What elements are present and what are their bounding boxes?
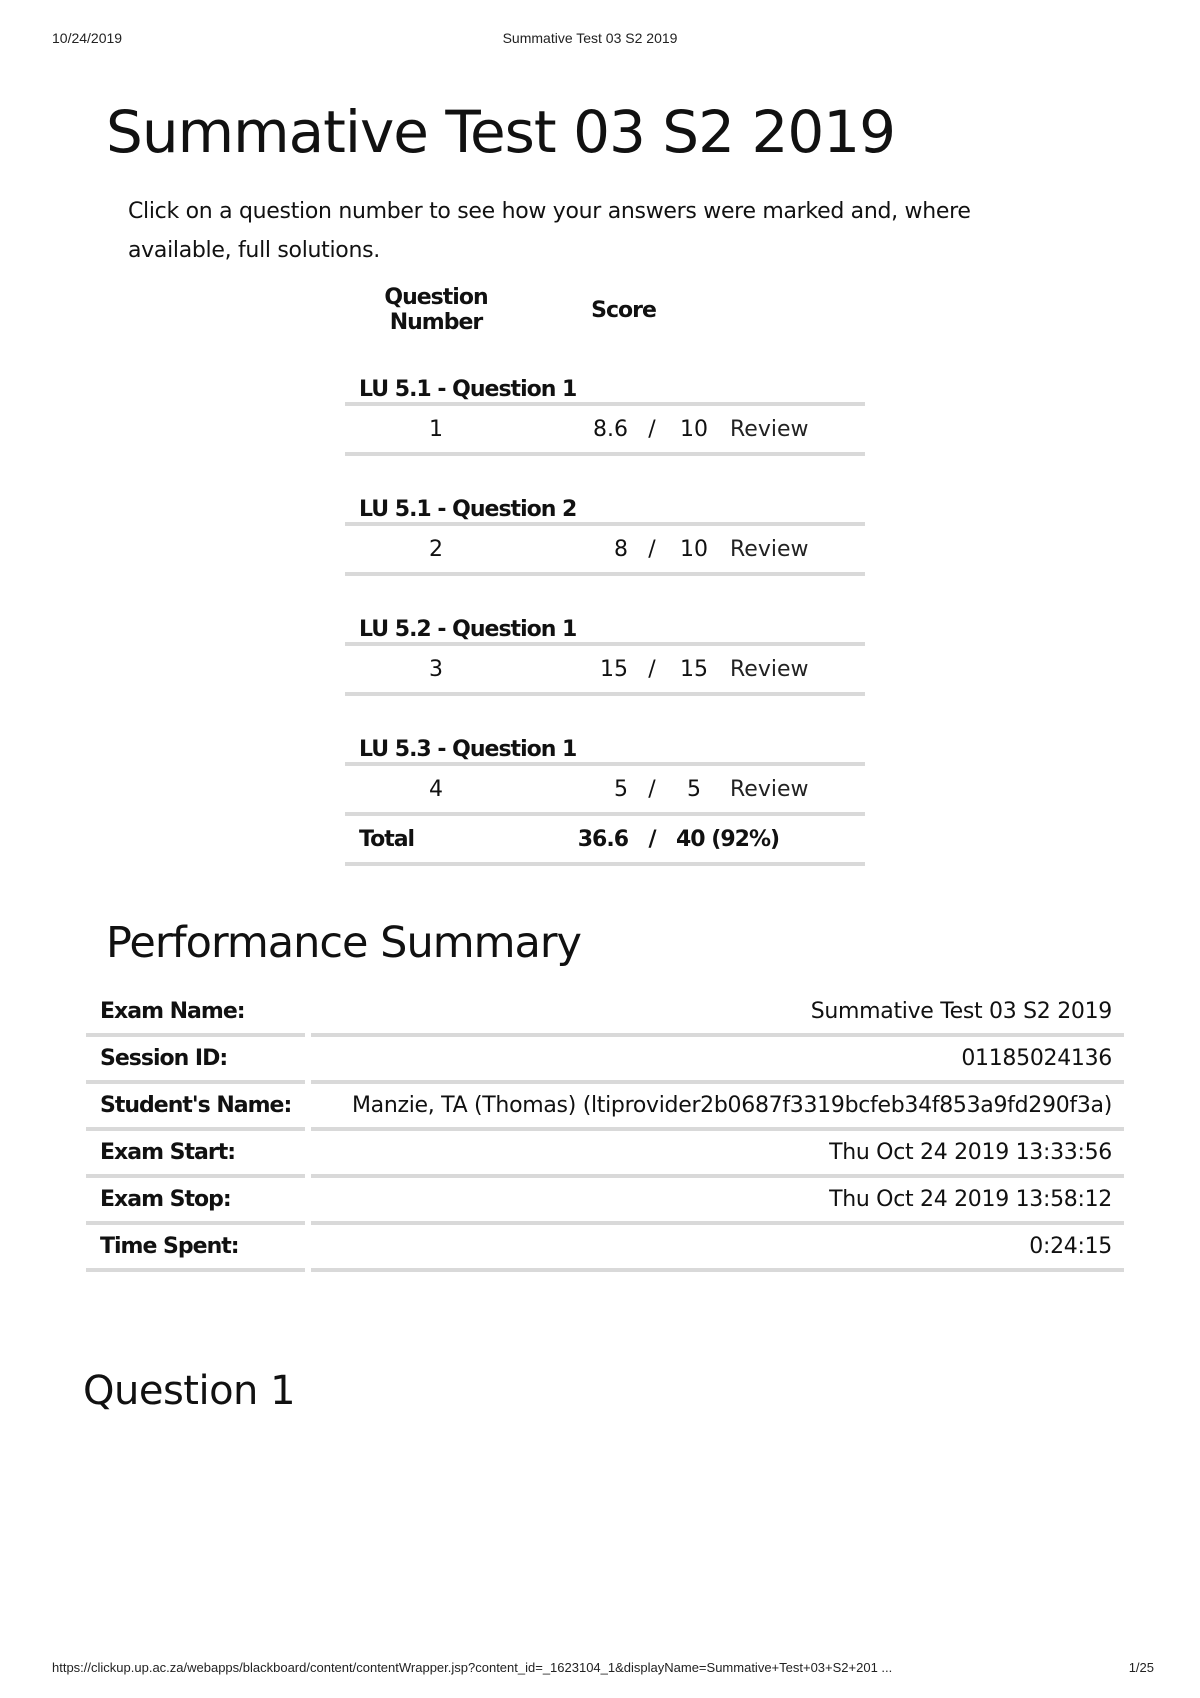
print-title: Summative Test 03 S2 2019 — [502, 30, 678, 46]
total-row — [345, 814, 865, 864]
summary-row-exam-name — [86, 990, 1124, 1037]
score-slash: / — [636, 404, 668, 454]
summary-value: Thu Oct 24 2019 13:33:56 — [311, 1131, 1124, 1178]
question-score: 15 — [527, 644, 636, 694]
question-group-label: LU 5.2 - Question 1 — [359, 617, 577, 642]
score-slash: / — [636, 764, 668, 814]
summary-label: Exam Stop: — [86, 1178, 305, 1225]
question-number-link[interactable]: 3 — [345, 644, 527, 694]
total-score: 36.6 — [527, 814, 636, 864]
question-number-link[interactable]: 1 — [345, 404, 527, 454]
summary-value: Summative Test 03 S2 2019 — [311, 990, 1124, 1037]
summary-value: Manzie, TA (Thomas) (ltiprovider2b0687f3319bcfeb34f853a9fd290f3a) — [311, 1084, 1124, 1131]
print-date: 10/24/2019 — [52, 30, 123, 46]
page-title: Summative Test 03 S2 2019 — [106, 98, 896, 166]
header-score: Score — [591, 297, 656, 323]
review-link[interactable]: Review — [730, 536, 809, 562]
summary-label: Session ID: — [86, 1037, 305, 1084]
question-group-row — [345, 336, 865, 404]
review-link[interactable]: Review — [730, 416, 809, 442]
summary-row-student-name — [86, 1084, 1124, 1131]
summary-row-time-spent — [86, 1225, 1124, 1272]
question-max: 5 — [668, 764, 720, 814]
question-score: 5 — [527, 764, 636, 814]
question-group-row — [345, 694, 865, 764]
question-row — [345, 404, 865, 454]
print-header — [0, 30, 1200, 50]
total-slash: / — [636, 814, 668, 864]
question-row — [345, 644, 865, 694]
question-max: 10 — [668, 404, 720, 454]
question-max: 15 — [668, 644, 720, 694]
summary-label: Student's Name: — [86, 1084, 305, 1131]
print-footer — [0, 1660, 1200, 1680]
score-slash: / — [636, 524, 668, 574]
summary-row-session-id — [86, 1037, 1124, 1084]
summary-value: Thu Oct 24 2019 13:58:12 — [311, 1178, 1124, 1225]
print-url: https://clickup.up.ac.za/webapps/blackboard/content/contentWrapper.jsp?content_id=_1623104_1&displayName=Summative+Test+03+S2+201 ... — [52, 1660, 893, 1675]
question-number-link[interactable]: 4 — [345, 764, 527, 814]
question-score: 8 — [527, 524, 636, 574]
score-slash: / — [636, 644, 668, 694]
performance-summary-table — [86, 990, 1124, 1272]
header-empty — [720, 284, 865, 336]
question-number-link[interactable]: 2 — [345, 524, 527, 574]
question-group-row — [345, 574, 865, 644]
question-group-label: LU 5.1 - Question 1 — [359, 377, 577, 402]
question-heading: Question 1 — [83, 1368, 296, 1414]
summary-value: 01185024136 — [311, 1037, 1124, 1084]
score-table-header — [345, 284, 865, 336]
print-page-number: 1/25 — [1128, 1660, 1154, 1675]
summary-label: Exam Start: — [86, 1131, 305, 1178]
total-max: 40 (92%) — [668, 814, 865, 864]
review-link[interactable]: Review — [730, 776, 809, 802]
question-max: 10 — [668, 524, 720, 574]
question-score: 8.6 — [527, 404, 636, 454]
review-link[interactable]: Review — [730, 656, 809, 682]
question-group-row — [345, 454, 865, 524]
score-table — [345, 284, 865, 866]
summary-label: Time Spent: — [86, 1225, 305, 1272]
summary-row-exam-stop — [86, 1178, 1124, 1225]
performance-summary-title: Performance Summary — [106, 918, 581, 968]
intro-text: Click on a question number to see how your answers were marked and, where available, full solutions. — [128, 199, 971, 263]
question-row — [345, 764, 865, 814]
question-row — [345, 524, 865, 574]
total-label: Total — [345, 814, 527, 864]
summary-value: 0:24:15 — [311, 1225, 1124, 1272]
question-group-label: LU 5.1 - Question 2 — [359, 497, 577, 522]
summary-row-exam-start — [86, 1131, 1124, 1178]
header-question-number: Question Number — [384, 285, 488, 335]
summary-label: Exam Name: — [86, 990, 305, 1037]
question-group-label: LU 5.3 - Question 1 — [359, 737, 577, 762]
